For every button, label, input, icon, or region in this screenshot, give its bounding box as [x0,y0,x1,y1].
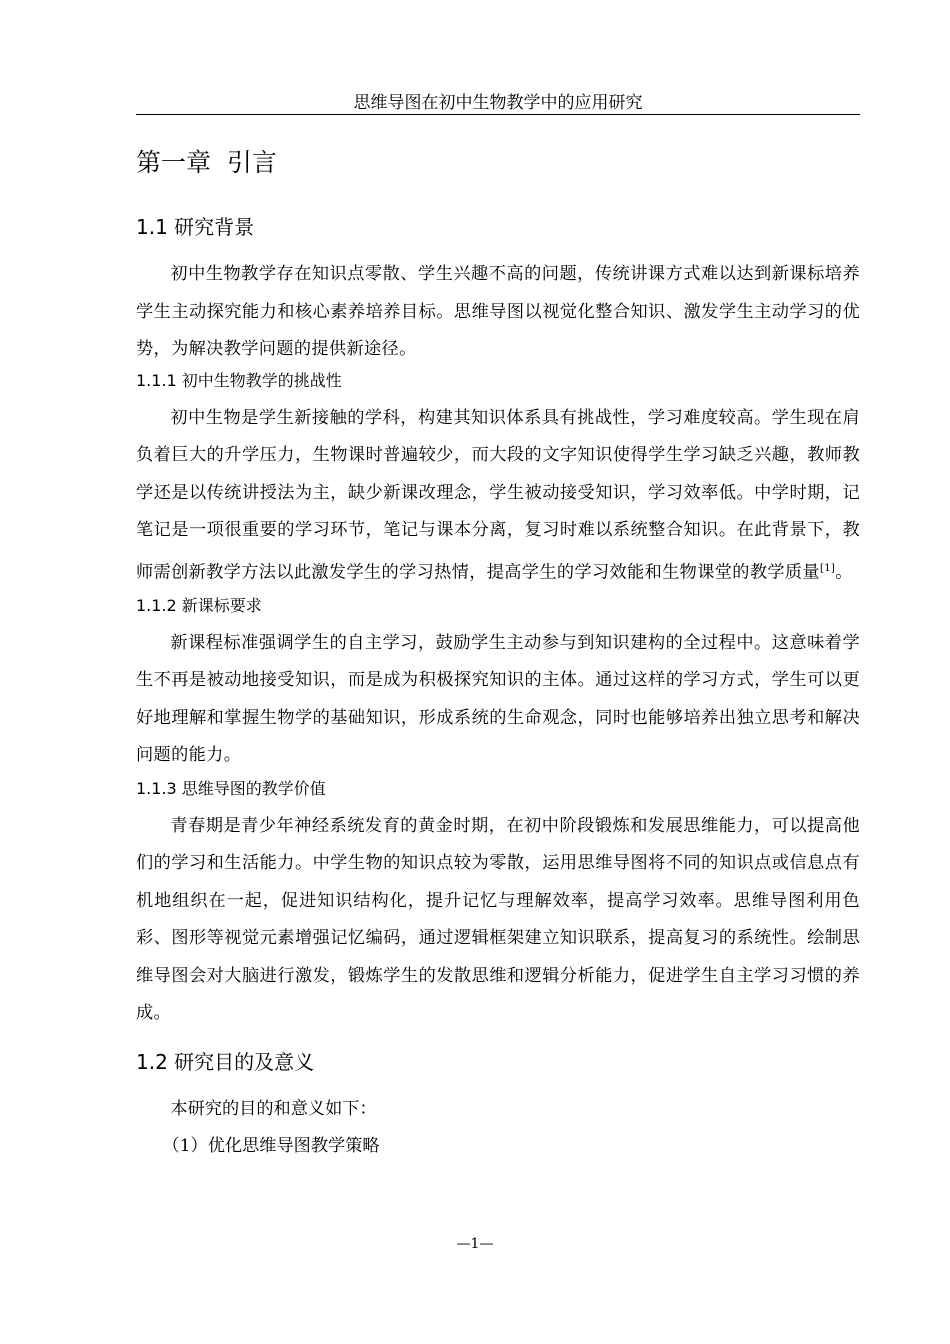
section-1-2-title: 1.2 研究目的及意义 [136,1049,315,1074]
subsection-1-1-3-text: 青春期是青少年神经系统发育的黄金时期，在初中阶段锻炼和发展思维能力，可以提高他们的学习和生活能力。中学生物的知识点较为零散，运用思维导图将不同的知识点或信息点有机地组织在一起，促进知识结构化，提升记忆与理解效率，提高学习效率。思维导图利用色彩、图形等视觉元素增强记忆编码，通过逻辑框架建立知识联系，提高复习的系统性。绘制思维导图会对大脑进行激发，锻炼学生的发散思维和逻辑分析能力，促进学生自主学习习惯的养成。 [136,815,860,1024]
citation-ref: [1] [819,562,836,574]
sentence-end: 。 [835,562,853,583]
header-rule [136,114,860,115]
subsection-1-1-3-title: 1.1.3 思维导图的教学价值 [136,778,326,798]
subsection-1-1-2-text: 新课程标准强调学生的自主学习，鼓励学生主动参与到知识建构的全过程中。这意味着学生不再是被动地接受知识，而是成为积极探究知识的主体。通过这样的学习方式，学生可以更好地理解和掌握生物学的基础知识，形成系统的生命观念，同时也能够培养出独立思考和解决问题的能力。 [136,632,860,766]
running-header: 思维导图在初中生物教学中的应用研究 [353,93,643,113]
subsection-1-1-1-title: 1.1.1 初中生物教学的挑战性 [136,370,342,390]
section-1-1-intro: 初中生物教学存在知识点零散、学生兴趣不高的问题，传统讲课方式难以达到新课标培养学生主动探究能力和核心素养培养目标。思维导图以视觉化整合知识、激发学生主动学习的优势，为解决教学问题的提供新途径。 [136,264,860,359]
subsection-1-1-1-text [136,400,860,592]
page-content [136,140,860,1166]
section-1-2-item-1: （1）优化思维导图教学策略 [162,1136,380,1157]
subsection-1-1-2-title: 1.1.2 新课标要求 [136,595,262,615]
section-1-2-intro: 本研究的目的和意义如下： [170,1098,377,1119]
section-1-1-title: 1.1 研究背景 [136,215,255,239]
chapter-title: 第一章 引言 [136,148,277,177]
subsection-1-1-1-body: 初中生物是学生新接触的学科，构建其知识体系具有挑战性，学习难度较高。学生现在肩负着巨大的升学压力，生物课时普遍较少，而大段的文字知识使得学生学习缺乏兴趣，教师教学还是以传统讲授法为主，缺少新课改理念，学生被动接受知识，学习效率低。中学时期，记笔记是一项很重要的学习环节，笔记与课本分离，复习时难以系统整合知识。在此背景下，教师需创新教学方法以此激发学生的学习热情，提高学生的学习效能和生物课堂的教学质量 [136,407,860,583]
page-number: —1— [456,1236,494,1252]
